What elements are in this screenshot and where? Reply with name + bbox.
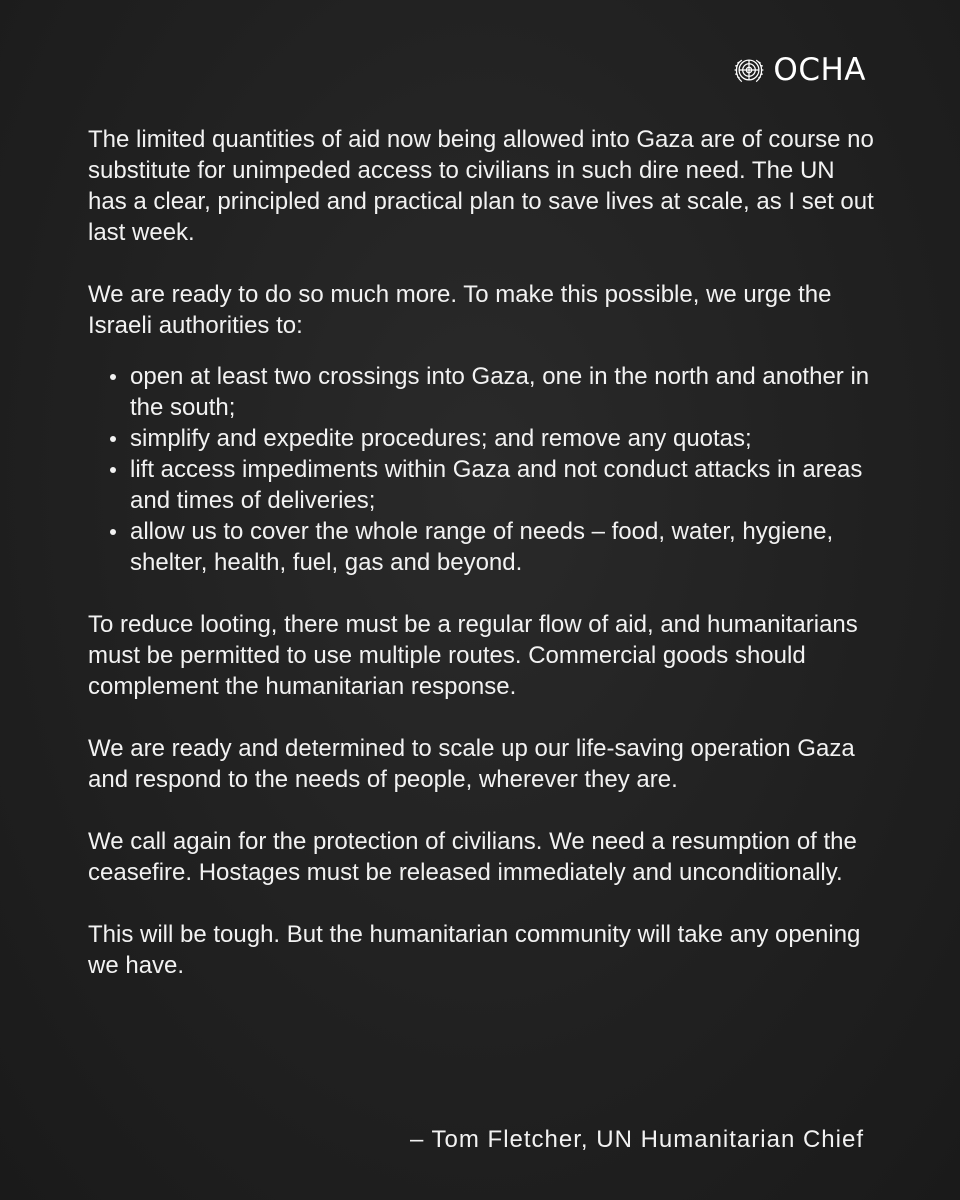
statement-body	[88, 124, 878, 1012]
list-item: allow us to cover the whole range of needs – food, water, hygiene, shelter, health, fuel, gas and beyond.	[130, 516, 878, 578]
list-item: lift access impediments within Gaza and not conduct attacks in areas and times of deliveries;	[130, 454, 878, 516]
un-emblem-icon	[731, 52, 767, 88]
ocha-logo	[731, 52, 866, 88]
paragraph-intro: The limited quantities of aid now being allowed into Gaza are of course no substitute for unimpeded access to civilians in such dire need. The UN has a clear, principled and practical plan to save lives at scale, as I set out last week.	[88, 126, 874, 246]
paragraph-looting: To reduce looting, there must be a regular flow of aid, and humanitarians must be permitted to use multiple routes. Commercial goods should complement the humanitarian response.	[88, 611, 858, 700]
paragraph-protection: We call again for the protection of civilians. We need a resumption of the ceasefire. Hostages must be released immediately and unconditionally.	[88, 828, 857, 886]
paragraph-closing: This will be tough. But the humanitarian community will take any opening we have.	[88, 921, 861, 979]
logo-text: OCHA	[773, 51, 866, 88]
paragraph-urge: We are ready to do so much more. To make this possible, we urge the Israeli authorities to:	[88, 281, 832, 339]
demands-list	[88, 361, 878, 578]
attribution: – Tom Fletcher, UN Humanitarian Chief	[409, 1126, 864, 1153]
list-item: open at least two crossings into Gaza, one in the north and another in the south;	[130, 361, 878, 423]
paragraph-scale-up: We are ready and determined to scale up our life-saving operation Gaza and respond to the needs of people, wherever they are.	[88, 735, 855, 793]
list-item: simplify and expedite procedures; and remove any quotas;	[130, 423, 878, 454]
